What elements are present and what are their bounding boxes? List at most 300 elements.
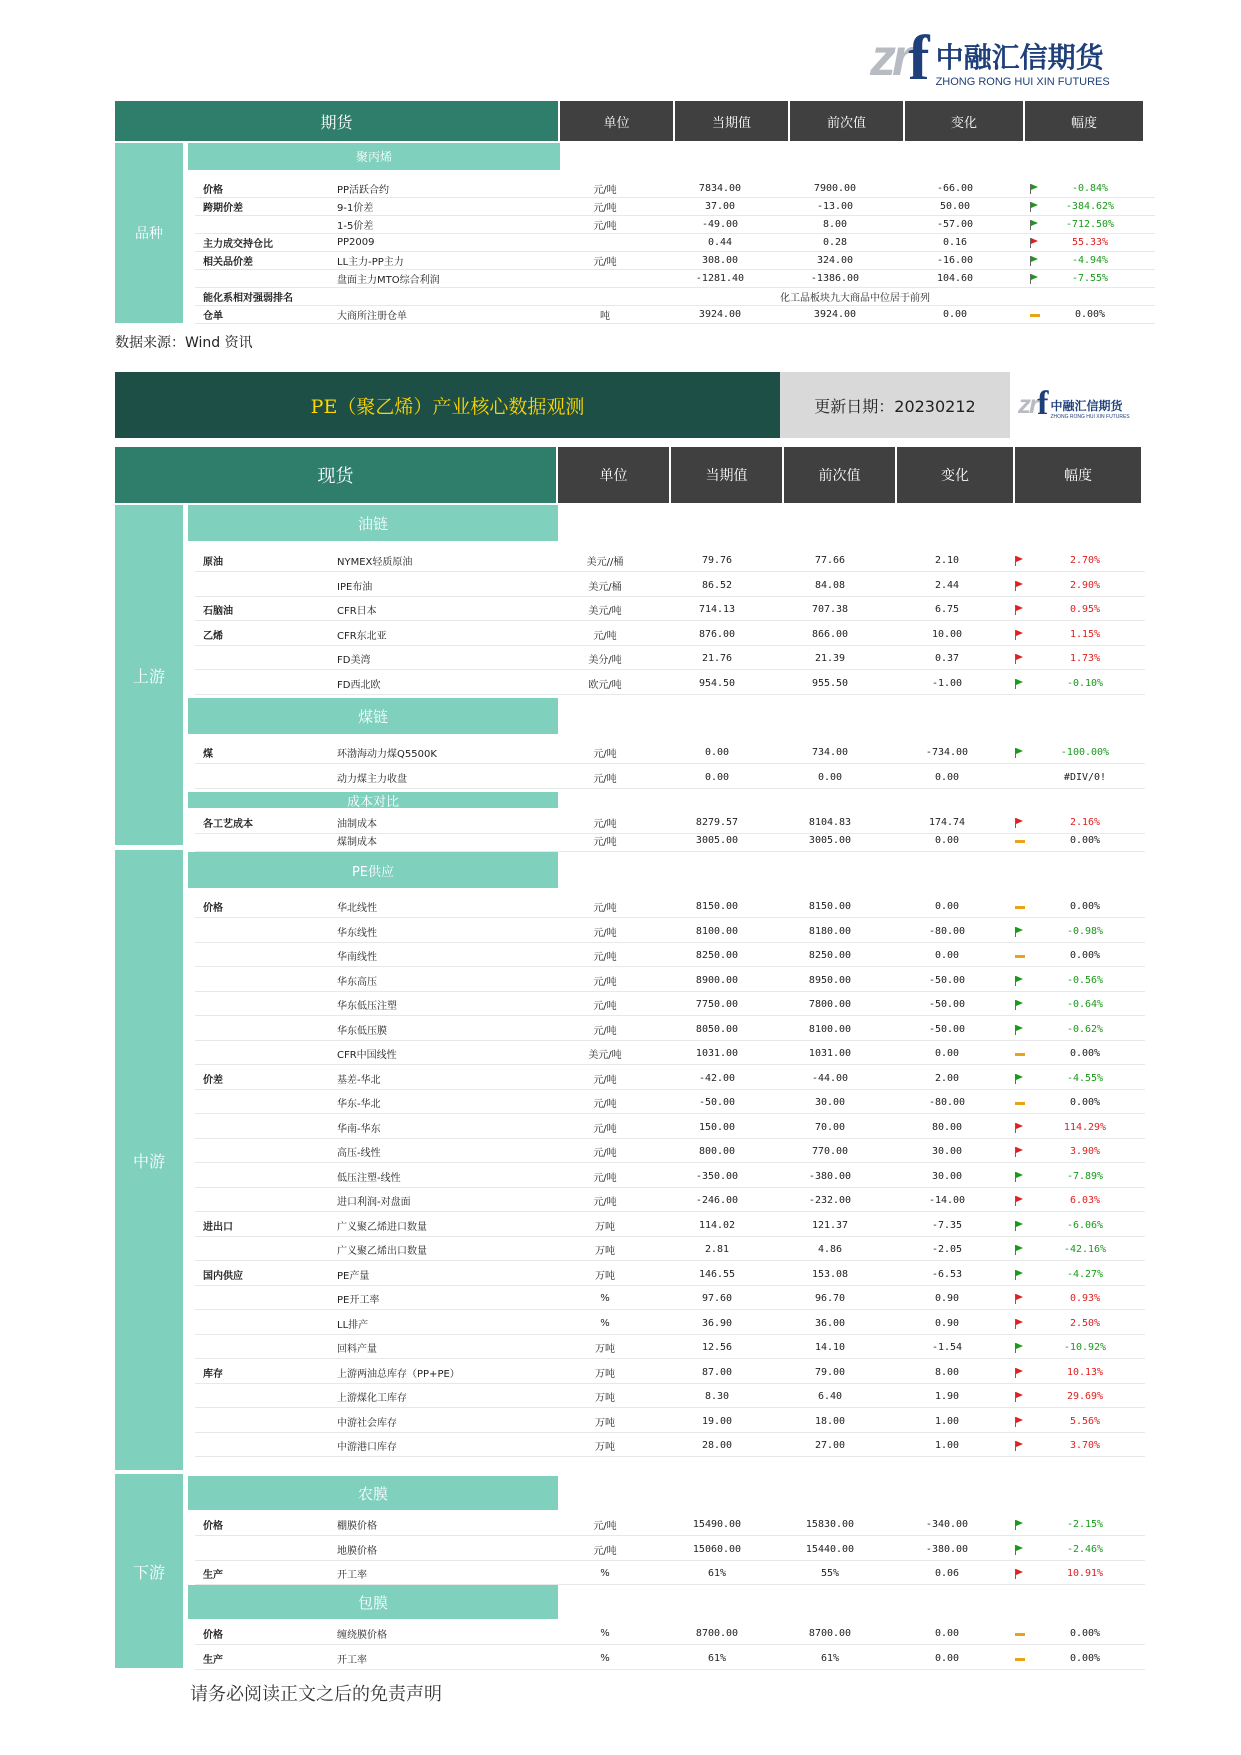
row-percent: 0.93% — [1069, 1293, 1101, 1304]
flag-down-icon — [1015, 679, 1027, 689]
row-previous: 8700.00 — [808, 1628, 852, 1639]
row-change: 0.90 — [934, 1293, 960, 1304]
row-current: 876.00 — [698, 629, 736, 640]
table-row — [195, 1386, 1145, 1408]
row-group: 价格 — [203, 903, 223, 914]
row-current: 79.76 — [701, 555, 733, 566]
table-row — [195, 1043, 1145, 1065]
row-unit: % — [600, 1628, 610, 1639]
row-item: 上游两油总库存（PP+PE） — [337, 1369, 460, 1380]
table-row — [195, 1313, 1145, 1335]
table-row — [195, 1068, 1145, 1090]
disclaimer-notice: 请务必阅读正文之后的免责声明 — [190, 1684, 442, 1705]
row-change: -2.05 — [931, 1244, 963, 1255]
row-previous: 121.37 — [811, 1220, 849, 1231]
flag-up-icon — [1015, 1368, 1027, 1378]
flag-up-icon — [1015, 1392, 1027, 1402]
row-current: 1031.00 — [695, 1048, 739, 1059]
flat-indicator-icon — [1015, 1049, 1027, 1059]
row-previous: 4.86 — [817, 1244, 843, 1255]
row-item: 华东低压膜 — [337, 1026, 387, 1037]
row-group: 煤 — [203, 749, 213, 760]
row-current: 97.60 — [701, 1293, 733, 1304]
spot-title: 现货 — [115, 447, 558, 503]
table-row — [195, 648, 1145, 670]
logo-chinese-small: 中融汇信期货 — [1050, 399, 1123, 413]
row-group: 主力成交持仓比 — [203, 239, 273, 250]
spot-header-percent: 幅度 — [1015, 447, 1143, 503]
row-change: 6.75 — [934, 604, 960, 615]
flat-indicator-icon — [1015, 902, 1027, 912]
row-previous: 8.00 — [822, 219, 848, 230]
table-row — [195, 252, 1155, 270]
table-row — [195, 624, 1145, 646]
row-percent: -7.89% — [1066, 1171, 1104, 1182]
section-polypropylene: 聚丙烯 — [188, 143, 560, 170]
row-item: PE产量 — [337, 1271, 370, 1282]
table-row — [195, 288, 1155, 306]
table-row — [195, 216, 1155, 234]
flag-up-icon — [1015, 1569, 1027, 1579]
row-current: 37.00 — [704, 201, 736, 212]
row-change: 0.00 — [934, 950, 960, 961]
row-current: -246.00 — [695, 1195, 739, 1206]
flag-up-icon — [1015, 654, 1027, 664]
row-percent: 0.00% — [1069, 950, 1101, 961]
row-previous: 770.00 — [811, 1146, 849, 1157]
row-unit: % — [600, 1318, 610, 1329]
row-unit: 元/吨 — [593, 1026, 617, 1037]
row-current: -42.00 — [698, 1073, 736, 1084]
row-item: PE开工率 — [337, 1295, 380, 1306]
row-item: 华南线性 — [337, 952, 377, 963]
row-percent: 0.00% — [1069, 1048, 1101, 1059]
row-change: 1.00 — [934, 1416, 960, 1427]
header-change: 变化 — [905, 101, 1025, 141]
row-percent: -0.10% — [1066, 678, 1104, 689]
row-unit: 吨 — [600, 311, 610, 322]
category-midstream: 中游 — [115, 850, 183, 1470]
row-change: -1.54 — [931, 1342, 963, 1353]
flag-down-icon — [1015, 1025, 1027, 1035]
row-unit: 美分/吨 — [588, 655, 622, 666]
row-item: LL主力-PP主力 — [337, 257, 404, 268]
row-percent: -2.15% — [1066, 1519, 1104, 1530]
table-row — [195, 1215, 1145, 1237]
row-previous: 15440.00 — [805, 1544, 855, 1555]
row-current: 86.52 — [701, 580, 733, 591]
row-previous: 8950.00 — [808, 975, 852, 986]
row-item: 煤制成本 — [337, 837, 377, 848]
row-previous: 15830.00 — [805, 1519, 855, 1530]
section-coal-chain: 煤链 — [188, 698, 558, 734]
logo-english-small: ZHONG RONG HUI XIN FUTURES — [1050, 414, 1130, 420]
row-previous: 8150.00 — [808, 901, 852, 912]
table-row — [195, 673, 1145, 695]
flag-up-icon — [1015, 1319, 1027, 1329]
row-change: 2.44 — [934, 580, 960, 591]
row-item: 进口利润-对盘面 — [337, 1197, 411, 1208]
flag-up-icon — [1015, 1294, 1027, 1304]
row-change: 0.00 — [942, 309, 968, 320]
logo-zr-small: zr — [1018, 389, 1038, 419]
category-downstream: 下游 — [115, 1474, 183, 1668]
row-previous: 18.00 — [814, 1416, 846, 1427]
row-group: 相关品价差 — [203, 257, 253, 268]
row-percent: 55.33% — [1071, 237, 1109, 248]
row-unit: 元/吨 — [593, 1546, 617, 1557]
row-previous: 7800.00 — [808, 999, 852, 1010]
row-item: CFR中国线性 — [337, 1050, 397, 1061]
row-previous: 21.39 — [814, 653, 846, 664]
row-group: 仓单 — [203, 311, 223, 322]
category-variety: 品种 — [115, 143, 183, 323]
row-current: 0.44 — [707, 237, 733, 248]
row-change: -80.00 — [928, 1097, 966, 1108]
row-unit: 万吨 — [595, 1246, 615, 1257]
row-item: 华东高压 — [337, 977, 377, 988]
row-current: 308.00 — [701, 255, 739, 266]
flag-down-icon — [1015, 1172, 1027, 1182]
flag-down-icon — [1015, 1221, 1027, 1231]
row-change: 30.00 — [931, 1146, 963, 1157]
row-group: 价格 — [203, 1521, 223, 1532]
spot-header — [115, 447, 1143, 503]
table-row — [195, 1539, 1145, 1561]
header-percent: 幅度 — [1025, 101, 1145, 141]
row-unit: 元/吨 — [593, 257, 617, 268]
row-current: 87.00 — [701, 1367, 733, 1378]
row-unit: 美元/桶 — [588, 582, 622, 593]
row-unit: 万吨 — [595, 1369, 615, 1380]
row-unit: 元/吨 — [593, 952, 617, 963]
row-change: 0.90 — [934, 1318, 960, 1329]
row-percent: -4.55% — [1066, 1073, 1104, 1084]
row-change: 30.00 — [931, 1171, 963, 1182]
row-previous: 7900.00 — [813, 183, 857, 194]
row-unit: 元/吨 — [593, 749, 617, 760]
flag-down-icon — [1015, 1074, 1027, 1084]
row-percent: 0.00% — [1074, 309, 1106, 320]
row-unit: 美元/吨 — [588, 606, 622, 617]
table-row — [195, 767, 1145, 789]
spot-header-current: 当期值 — [671, 447, 784, 503]
row-item: 9-1价差 — [337, 203, 374, 214]
table-row — [195, 1239, 1145, 1261]
row-percent: #DIV/0! — [1063, 772, 1107, 783]
row-current: 954.50 — [698, 678, 736, 689]
flat-indicator-icon — [1015, 1654, 1027, 1664]
row-group: 石脑油 — [203, 606, 233, 617]
row-percent: 2.16% — [1069, 817, 1101, 828]
flag-up-icon — [1015, 1417, 1027, 1427]
table-row — [195, 921, 1145, 943]
row-previous: 153.08 — [811, 1269, 849, 1280]
table-row — [195, 896, 1145, 918]
row-percent: -0.84% — [1071, 183, 1109, 194]
row-item: LL排产 — [337, 1320, 369, 1331]
row-item: 开工率 — [337, 1655, 367, 1666]
flag-down-icon — [1015, 748, 1027, 758]
flag-down-icon — [1015, 976, 1027, 986]
row-change: 2.00 — [934, 1073, 960, 1084]
row-previous: 77.66 — [814, 555, 846, 566]
row-percent: -100.00% — [1060, 747, 1110, 758]
row-current: 3924.00 — [698, 309, 742, 320]
row-previous: -380.00 — [808, 1171, 852, 1182]
row-current: 8700.00 — [695, 1628, 739, 1639]
row-percent: 2.70% — [1069, 555, 1101, 566]
row-item: 华南-华东 — [337, 1124, 381, 1135]
table-row — [195, 306, 1155, 324]
row-current: 28.00 — [701, 1440, 733, 1451]
row-current: 21.76 — [701, 653, 733, 664]
flag-up-icon — [1015, 818, 1027, 828]
row-item: 上游煤化工库存 — [337, 1393, 407, 1404]
section-pe-supply: PE供应 — [188, 852, 558, 888]
row-change: -1.00 — [931, 678, 963, 689]
row-unit: 元/吨 — [593, 1099, 617, 1110]
row-unit: 元/吨 — [593, 928, 617, 939]
flat-indicator-icon — [1015, 836, 1027, 846]
row-item: 基差-华北 — [337, 1075, 381, 1086]
row-current: 61% — [707, 1568, 727, 1579]
row-unit: 欧元/吨 — [588, 680, 622, 691]
row-current: 7750.00 — [695, 999, 739, 1010]
row-percent: 0.00% — [1069, 1653, 1101, 1664]
flat-indicator-icon — [1015, 1629, 1027, 1639]
section-oil-chain: 油链 — [188, 505, 558, 541]
row-previous: 955.50 — [811, 678, 849, 689]
row-unit: 元/吨 — [593, 1173, 617, 1184]
row-current: 8150.00 — [695, 901, 739, 912]
flag-up-icon — [1015, 630, 1027, 640]
flag-down-icon — [1015, 1000, 1027, 1010]
table-row — [195, 1514, 1145, 1536]
row-percent: 29.69% — [1066, 1391, 1104, 1402]
row-change: -7.35 — [931, 1220, 963, 1231]
row-percent: 5.56% — [1069, 1416, 1101, 1427]
row-item: 回料产量 — [337, 1344, 377, 1355]
row-previous: 1031.00 — [808, 1048, 852, 1059]
row-group: 能化系相对强弱排名 — [203, 293, 293, 304]
row-group: 价格 — [203, 185, 223, 196]
page-title: PE（聚乙烯）产业核心数据观测 — [115, 372, 780, 438]
row-current: 0.00 — [704, 747, 730, 758]
row-item: 低压注塑-线性 — [337, 1173, 401, 1184]
row-previous: 3924.00 — [813, 309, 857, 320]
row-change: -380.00 — [925, 1544, 969, 1555]
flag-down-icon — [1015, 1343, 1027, 1353]
row-group: 价格 — [203, 1630, 223, 1641]
row-unit: 元/吨 — [593, 837, 617, 848]
row-item: 油制成本 — [337, 819, 377, 830]
row-item: 华东-华北 — [337, 1099, 381, 1110]
row-percent: -7.55% — [1071, 273, 1109, 284]
row-group: 价差 — [203, 1075, 223, 1086]
row-item: 华东线性 — [337, 928, 377, 939]
row-percent: -10.92% — [1063, 1342, 1107, 1353]
row-previous: 707.38 — [811, 604, 849, 615]
row-current: 146.55 — [698, 1269, 736, 1280]
row-group: 各工艺成本 — [203, 819, 253, 830]
row-change: 174.74 — [928, 817, 966, 828]
row-percent: 1.15% — [1069, 629, 1101, 640]
flag-down-icon — [1015, 1545, 1027, 1555]
row-unit: 元/吨 — [593, 819, 617, 830]
row-change: 2.10 — [934, 555, 960, 566]
row-percent: 6.03% — [1069, 1195, 1101, 1206]
row-change: 1.00 — [934, 1440, 960, 1451]
row-previous: -232.00 — [808, 1195, 852, 1206]
row-group: 跨期价差 — [203, 203, 243, 214]
row-unit: % — [600, 1568, 610, 1579]
row-item: 中游港口库存 — [337, 1442, 397, 1453]
row-previous: 8250.00 — [808, 950, 852, 961]
row-unit: 元/吨 — [593, 1197, 617, 1208]
row-percent: -6.06% — [1066, 1220, 1104, 1231]
row-item: CFR日本 — [337, 606, 377, 617]
row-percent: -4.94% — [1071, 255, 1109, 266]
row-percent: 0.00% — [1069, 901, 1101, 912]
row-current: 36.90 — [701, 1318, 733, 1329]
spot-header-previous: 前次值 — [784, 447, 897, 503]
row-previous: 866.00 — [811, 629, 849, 640]
table-row — [195, 945, 1145, 967]
table-row — [195, 1166, 1145, 1188]
row-group: 库存 — [203, 1369, 223, 1380]
table-row — [195, 830, 1145, 852]
flag-down-icon — [1015, 927, 1027, 937]
row-percent: -712.50% — [1065, 219, 1115, 230]
flag-up-icon — [1015, 605, 1027, 615]
row-percent: -0.56% — [1066, 975, 1104, 986]
table-row — [195, 1648, 1145, 1670]
table-row — [195, 1092, 1145, 1114]
table-row — [195, 970, 1145, 992]
row-percent: 114.29% — [1063, 1122, 1107, 1133]
row-percent: 3.90% — [1069, 1146, 1101, 1157]
row-previous: -1386.00 — [810, 273, 860, 284]
row-item: FD美湾 — [337, 655, 371, 666]
row-unit: 元/吨 — [593, 977, 617, 988]
row-item: 华东低压注塑 — [337, 1001, 397, 1012]
row-change: -80.00 — [928, 926, 966, 937]
row-item: 1-5价差 — [337, 221, 374, 232]
flat-indicator-icon — [1015, 951, 1027, 961]
row-change: 50.00 — [939, 201, 971, 212]
row-previous: 84.08 — [814, 580, 846, 591]
table-row — [195, 1563, 1145, 1585]
logo-english: ZHONG RONG HUI XIN FUTURES — [935, 76, 1110, 88]
row-item: 大商所注册仓单 — [337, 311, 407, 322]
row-previous: 8104.83 — [808, 817, 852, 828]
table-row — [195, 234, 1155, 252]
company-logo — [870, 22, 1110, 93]
row-previous: 8180.00 — [808, 926, 852, 937]
row-percent: -0.62% — [1066, 1024, 1104, 1035]
data-source: 数据来源：Wind 资讯 — [115, 335, 253, 351]
row-item: 动力煤主力收盘 — [337, 774, 407, 785]
row-current: 3005.00 — [695, 835, 739, 846]
row-current: 8250.00 — [695, 950, 739, 961]
row-item: PP2009 — [337, 237, 375, 248]
flat-indicator-icon — [1015, 1098, 1027, 1108]
section-agri-film: 农膜 — [188, 1476, 558, 1510]
row-unit: 元/吨 — [593, 221, 617, 232]
row-previous: 8100.00 — [808, 1024, 852, 1035]
row-current: 7834.00 — [698, 183, 742, 194]
flag-up-icon — [1015, 581, 1027, 591]
row-current: 8050.00 — [695, 1024, 739, 1035]
table-row — [195, 599, 1145, 621]
table-row — [195, 1623, 1145, 1645]
row-group: 国内供应 — [203, 1271, 243, 1282]
row-percent: 0.00% — [1069, 835, 1101, 846]
row-previous: -13.00 — [816, 201, 854, 212]
row-change: 0.00 — [934, 901, 960, 912]
row-item: NYMEX轻质原油 — [337, 557, 413, 568]
row-change: 8.00 — [934, 1367, 960, 1378]
row-previous: 734.00 — [811, 747, 849, 758]
row-item: 缠绕膜价格 — [337, 1630, 387, 1641]
row-unit: 万吨 — [595, 1418, 615, 1429]
table-row — [195, 198, 1155, 216]
table-row — [195, 550, 1145, 572]
row-previous: 55% — [820, 1568, 840, 1579]
table-row — [195, 1019, 1145, 1041]
company-logo-small — [1018, 385, 1130, 422]
row-previous: -44.00 — [811, 1073, 849, 1084]
row-unit: 元/吨 — [593, 1521, 617, 1532]
flag-up-icon — [1015, 1196, 1027, 1206]
row-note: 化工品板块九大商品中位居于前列 — [780, 293, 930, 304]
row-unit: 元/吨 — [593, 774, 617, 785]
row-unit: 万吨 — [595, 1271, 615, 1282]
row-unit: 美元/吨 — [588, 1050, 622, 1061]
row-item: 环渤海动力煤Q5500K — [337, 749, 437, 760]
section-cost-compare: 成本对比 — [188, 792, 558, 808]
row-current: 8900.00 — [695, 975, 739, 986]
row-current: 12.56 — [701, 1342, 733, 1353]
row-change: 0.00 — [934, 1653, 960, 1664]
row-current: 61% — [707, 1653, 727, 1664]
row-group: 生产 — [203, 1655, 223, 1666]
row-current: 15490.00 — [692, 1519, 742, 1530]
row-change: 104.60 — [936, 273, 974, 284]
flag-down-icon — [1015, 1520, 1027, 1530]
section-pack-film: 包膜 — [188, 1585, 558, 1619]
row-current: 8279.57 — [695, 817, 739, 828]
row-change: -734.00 — [925, 747, 969, 758]
futures-header — [115, 101, 1145, 141]
row-previous: 0.28 — [822, 237, 848, 248]
row-percent: 2.50% — [1069, 1318, 1101, 1329]
row-percent: 10.91% — [1066, 1568, 1104, 1579]
table-row — [195, 270, 1155, 288]
header-unit: 单位 — [560, 101, 675, 141]
spot-header-unit: 单位 — [558, 447, 671, 503]
row-change: 0.16 — [942, 237, 968, 248]
row-unit: 万吨 — [595, 1393, 615, 1404]
row-percent: -384.62% — [1065, 201, 1115, 212]
row-percent: 3.70% — [1069, 1440, 1101, 1451]
row-unit: 万吨 — [595, 1442, 615, 1453]
row-item: FD西北欧 — [337, 680, 381, 691]
row-previous: 30.00 — [814, 1097, 846, 1108]
row-item: 开工率 — [337, 1570, 367, 1581]
row-change: -14.00 — [928, 1195, 966, 1206]
